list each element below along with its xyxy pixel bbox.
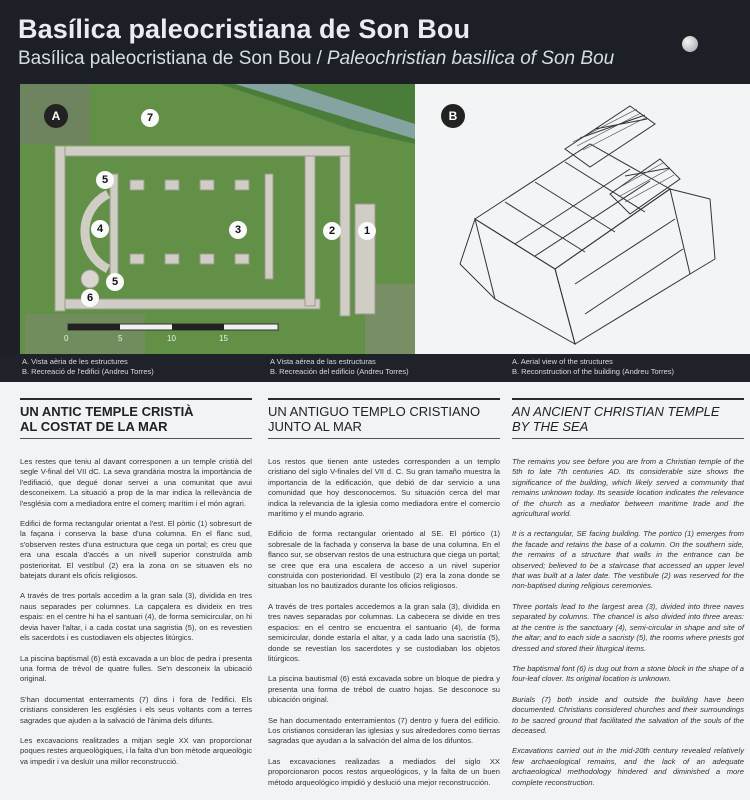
aerial-photo-illustration	[20, 84, 415, 354]
caption-en	[512, 357, 674, 377]
paragraph-es-5: Se han documentado enterramientos (7) dentro y fuera del edificio. Los cristianos consideran las iglesias y sus alrededores como tierras sagradas que ayudan a la salvación del alma de los difuntos.	[268, 715, 500, 746]
subtitle-spanish: Basílica paleocristiana de Son Bou	[18, 48, 312, 69]
caption-ca	[22, 357, 154, 377]
caption-ca-b: B. Recreació de l'edifici (Andreu Torres)	[22, 367, 154, 376]
sign-header	[0, 0, 750, 82]
divider	[20, 398, 252, 400]
paragraph-en-5: Burials (7) both inside and outside the building have been documented. Christians considered churches and their surroundings to be sacred ground that facilitated the salvation of the souls of the deceased.	[512, 694, 744, 735]
text-panel	[0, 382, 750, 800]
paragraph-en-1: The remains you see before you are from a Christian temple of the 5th to late 7th centuries AD. Its considerable size shows the significance of the building, which likely served a community that remains unknown today. Its seaside location indicates the relevance of the church as a mediator between maritime trade and the agricultural world.	[512, 457, 744, 519]
page-title: Basílica paleocristiana de Son Bou	[18, 14, 471, 44]
paragraph-ca-3: A través de tres portals accedim a la gran sala (3), dividida en tres naus separades per columnes. La capçalera es divideix en tres espais: en el centre hi ha el santuari (4), de forma semicircular, on hi devia haver l'altar, i a cada costat una sagristia (5), on es revestien els sacerdots i es custodiaven els objectes litúrgics.	[20, 591, 252, 643]
paragraph-ca-2: Edifici de forma rectangular orientat a l'est. El pòrtic (1) sobresurt de la façana i conserva la base d'una columna. En el flanc sud, s'observen restes d'una estructura que cega un portal; es creu que era una escala d'accés a un nivell superior construïda amb posterioritat. El vestíbul (2) era la zona on se situaven els no batejats durant els oficis religiosos.	[20, 519, 252, 581]
paragraph-en-6: Excavations carried out in the mid-20th century revealed relatively few archaeological remains, and the lack of an adequate archaeological methodology hindered and diminished a more complete reconstruction.	[512, 746, 744, 787]
paragraph-es-3: A través de tres portales accedemos a la gran sala (3), dividida en tres naves separadas por columnas. La cabecera se divide en tres espacios: en el centro se encuentra el santuario (4), de forma semicircular, donde estaría el altar, y a cada lado una sacristía (5), donde se revestían los sacerdotes y se custodiaban los objetos litúrgicos.	[268, 601, 500, 663]
paragraph-en-2: It is a rectangular, SE facing building. The portico (1) emerges from the facade and retains the base of a column. On the southern side, the remains of a structure that walls in the entrance can be observed; believed to be a staircase that accessed an upper level that was built at a later date. The vestibule (2) was reserved for the non-baptised during religious ceremonies.	[512, 529, 744, 591]
heading-en-line2: BY THE SEA	[512, 419, 589, 434]
screw-icon	[682, 36, 698, 52]
marker-5-top: 5	[96, 171, 114, 189]
caption-es-a: A Vista aérea de las estructuras	[270, 357, 376, 366]
divider	[512, 398, 744, 400]
scale-tick-5: 5	[118, 334, 123, 343]
paragraph-en-3: Three portals lead to the largest area (3), divided into three naves separated by columns. The chancel is also divided into three areas: at the centre is the sanctuary (4), semi-circular in shape and site of the altar; and to each side a sacristy (5), the rooms where priests got dressed and stored their liturgical items.	[512, 601, 744, 653]
caption-es-b: B. Recreación del edificio (Andreu Torres)	[270, 367, 409, 376]
paragraph-en-4: The baptismal font (6) is dug out from a stone block in the shape of a four-leaf clover. Its original location is unknown.	[512, 663, 744, 684]
divider	[268, 438, 500, 439]
caption-en-b: B. Reconstruction of the building (Andreu Torres)	[512, 367, 675, 376]
reconstruction-illustration	[415, 84, 750, 354]
paragraph-es-6: Las excavaciones realizadas a mediados del siglo XX proporcionaron pocos restos arqueológicos, y la falta de un buen método arqueológico impidió y deslució una mejor reconstrucción.	[268, 756, 500, 787]
paragraph-ca-6: Les excavacions realitzades a mitjan segle XX van proporcionar poques restes arqueològiques, i la falta d'un bon mètode arqueològic va impedir i va desluïr una millor reconstrucció.	[20, 735, 252, 766]
divider	[20, 438, 252, 439]
paragraph-es-4: La piscina bautismal (6) está excavada sobre un bloque de piedra y presenta una forma de trébol de cuatro hojas. Se desconoce su ubicación original.	[268, 674, 500, 705]
scale-tick-15: 15	[219, 334, 228, 343]
marker-1: 1	[358, 222, 376, 240]
heading-es-line1: UN ANTIGUO TEMPLO CRISTIANO	[268, 404, 481, 419]
column-catalan	[20, 398, 252, 777]
caption-en-a: A. Aerial view of the structures	[512, 357, 613, 366]
marker-4: 4	[91, 220, 109, 238]
caption-bar	[0, 354, 750, 382]
marker-5-bottom: 5	[106, 273, 124, 291]
divider	[512, 438, 744, 439]
caption-es	[270, 357, 409, 377]
marker-7: 7	[141, 109, 159, 127]
photo-label: A	[44, 104, 68, 128]
paragraph-ca-4: La piscina baptismal (6) està excavada a un bloc de pedra i presenta una forma de trèvol de quatre fulles. Se'n desconeix la ubicació original.	[20, 653, 252, 684]
aerial-photo	[20, 84, 415, 354]
marker-2: 2	[323, 222, 341, 240]
divider	[268, 398, 500, 400]
heading-es-line2: JUNTO AL MAR	[268, 419, 362, 434]
paragraph-es-1: Los restos que tienen ante ustedes corresponden a un templo cristiano del siglo V-finales del VII d. C. Su gran tamaño muestra la importancia de la edificación, que debió de dar servicio a una comunidad que hoy desconocemos. Su situación cerca del mar indica la relevancia de la iglesia como mediadora entre el comercio marítimo y el mundo agrario.	[268, 457, 500, 519]
heading-en-line1: AN ANCIENT CHRISTIAN TEMPLE	[512, 404, 720, 419]
scale-tick-0: 0	[64, 334, 69, 343]
drawing-label: B	[441, 104, 465, 128]
marker-6: 6	[81, 289, 99, 307]
paragraph-ca-1: Les restes que teniu al davant corresponen a un temple cristià del segle V-final del VII dC. La seva grandària mostra la importància de l'edifiació, que degué donar servei a una comunitat que avui desconeixem. La situació a prop de la mar indica la rellevància de l'església com a mediadora entre el comerç marítim i el món agrari.	[20, 457, 252, 508]
paragraph-ca-5: S'han documentat enterraments (7) dins i fora de l'edifici. Els cristians consideren les esglésies i els seus voltants com a terres sagrades que ajuden a la salvació de l'ànima dels difunts.	[20, 694, 252, 725]
scale-tick-10: 10	[167, 334, 176, 343]
heading-ca-line1: UN ANTIC TEMPLE CRISTIÀ	[20, 404, 194, 419]
subtitle-english: Paleochristian basilica of Son Bou	[326, 48, 615, 69]
reconstruction-drawing	[415, 84, 750, 354]
marker-3: 3	[229, 221, 247, 239]
page-subtitle	[18, 48, 614, 70]
paragraph-es-2: Edificio de forma rectangular orientado al SE. El pórtico (1) sobresale de la fachada y conserva la base de una columna. En el flanco sur, se observan restos de una estructura que ciega un portal; se cree que era una escalera de acceso a un nivel superior construida con posterioridad. El vestíbulo (2) era la zona donde se situaban los no bautizados durante los oficios religiosos.	[268, 529, 500, 591]
column-english	[512, 398, 744, 798]
column-spanish	[268, 398, 500, 798]
caption-ca-a: A. Vista aèria de les estructures	[22, 357, 128, 366]
subtitle-separator: /	[316, 48, 322, 69]
heading-ca-line2: AL COSTAT DE LA MAR	[20, 419, 168, 434]
